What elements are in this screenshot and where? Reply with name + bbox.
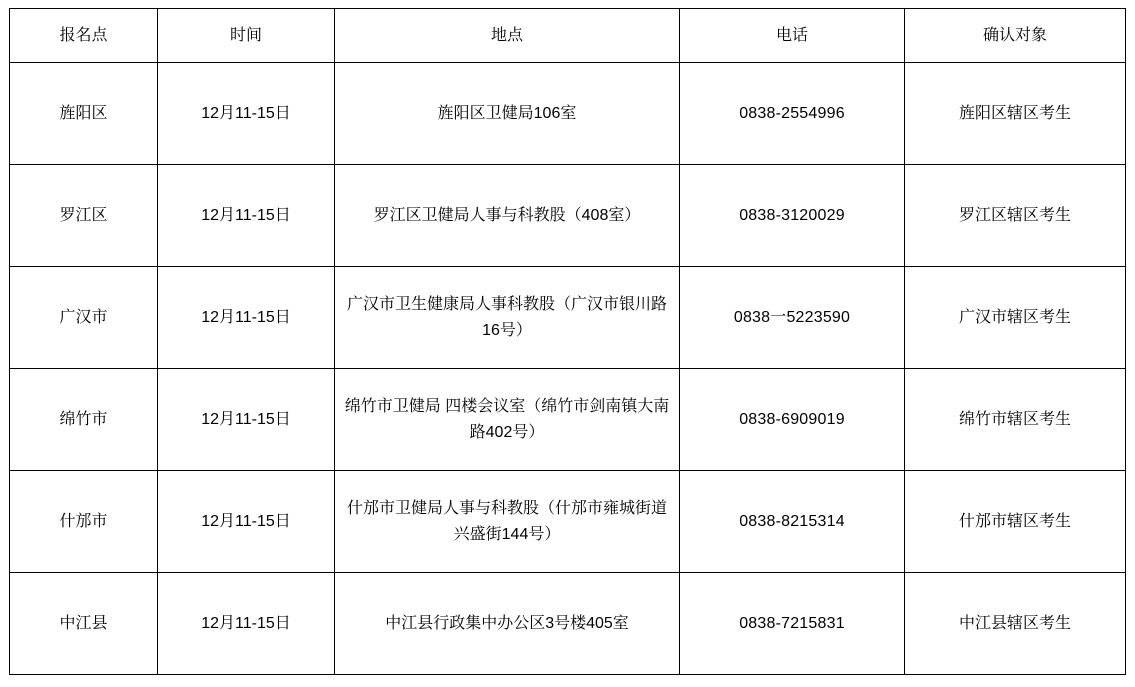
cell-target: 什邡市辖区考生 bbox=[905, 471, 1126, 573]
cell-address: 罗江区卫健局人事与科教股（408室） bbox=[335, 165, 680, 267]
column-header-address: 地点 bbox=[335, 9, 680, 63]
cell-address: 广汉市卫生健康局人事科教股（广汉市银川路16号） bbox=[335, 267, 680, 369]
cell-phone: 0838-6909019 bbox=[680, 369, 905, 471]
cell-phone: 0838-8215314 bbox=[680, 471, 905, 573]
table-body bbox=[10, 63, 1126, 675]
cell-time: 12月11-15日 bbox=[158, 63, 335, 165]
table-row bbox=[10, 573, 1126, 675]
cell-address: 旌阳区卫健局106室 bbox=[335, 63, 680, 165]
table-header-row bbox=[10, 9, 1126, 63]
cell-phone: 0838-7215831 bbox=[680, 573, 905, 675]
cell-time: 12月11-15日 bbox=[158, 471, 335, 573]
table-row bbox=[10, 63, 1126, 165]
cell-address: 中江县行政集中办公区3号楼405室 bbox=[335, 573, 680, 675]
column-header-phone: 电话 bbox=[680, 9, 905, 63]
column-header-target: 确认对象 bbox=[905, 9, 1126, 63]
registration-sites-table bbox=[9, 8, 1126, 675]
cell-site: 罗江区 bbox=[10, 165, 158, 267]
cell-target: 广汉市辖区考生 bbox=[905, 267, 1126, 369]
cell-address: 绵竹市卫健局 四楼会议室（绵竹市剑南镇大南路402号） bbox=[335, 369, 680, 471]
cell-phone: 0838-3120029 bbox=[680, 165, 905, 267]
cell-site: 什邡市 bbox=[10, 471, 158, 573]
cell-time: 12月11-15日 bbox=[158, 165, 335, 267]
cell-time: 12月11-15日 bbox=[158, 267, 335, 369]
table-row bbox=[10, 267, 1126, 369]
cell-time: 12月11-15日 bbox=[158, 573, 335, 675]
table-row bbox=[10, 369, 1126, 471]
table-header bbox=[10, 9, 1126, 63]
cell-phone: 0838一5223590 bbox=[680, 267, 905, 369]
cell-site: 广汉市 bbox=[10, 267, 158, 369]
cell-site: 旌阳区 bbox=[10, 63, 158, 165]
cell-address: 什邡市卫健局人事与科教股（什邡市雍城街道兴盛街144号） bbox=[335, 471, 680, 573]
table-row bbox=[10, 165, 1126, 267]
cell-target: 罗江区辖区考生 bbox=[905, 165, 1126, 267]
cell-phone: 0838-2554996 bbox=[680, 63, 905, 165]
cell-target: 旌阳区辖区考生 bbox=[905, 63, 1126, 165]
cell-site: 绵竹市 bbox=[10, 369, 158, 471]
column-header-site: 报名点 bbox=[10, 9, 158, 63]
cell-target: 中江县辖区考生 bbox=[905, 573, 1126, 675]
cell-site: 中江县 bbox=[10, 573, 158, 675]
cell-time: 12月11-15日 bbox=[158, 369, 335, 471]
cell-target: 绵竹市辖区考生 bbox=[905, 369, 1126, 471]
table-row bbox=[10, 471, 1126, 573]
column-header-time: 时间 bbox=[158, 9, 335, 63]
